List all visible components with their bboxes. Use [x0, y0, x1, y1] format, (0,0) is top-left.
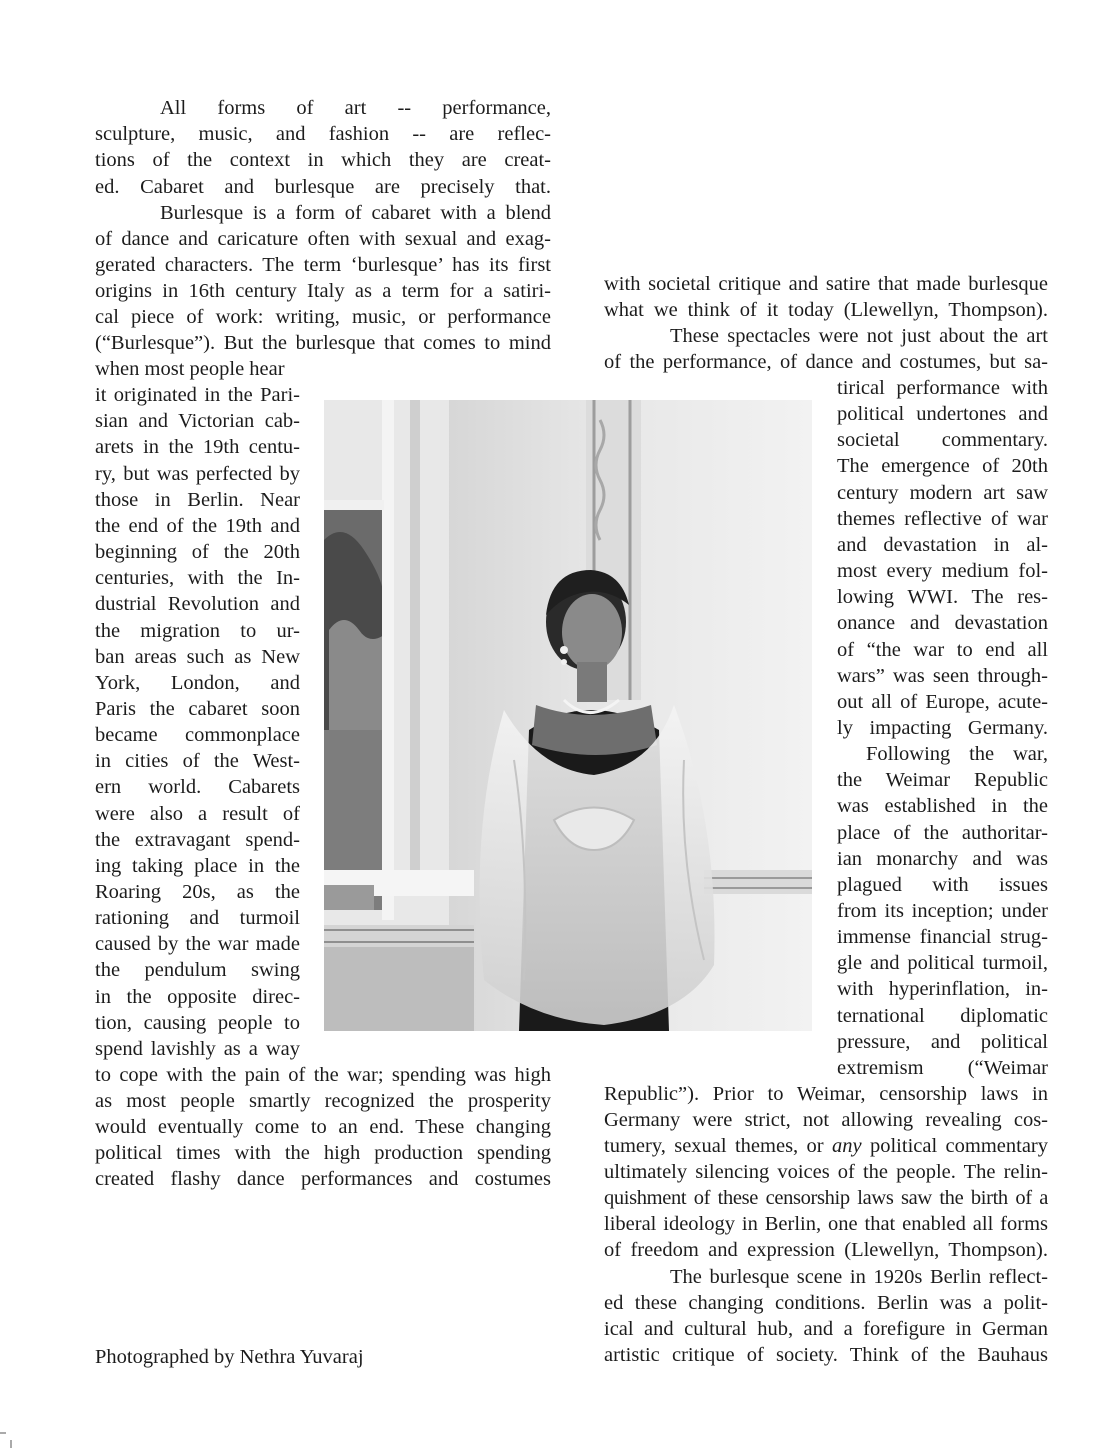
right-narrow-line: the Weimar Republic [837, 769, 1048, 792]
right-bottom-line-4: ultimately silencing voices of the people. The relin- [604, 1161, 1048, 1183]
left-narrow-line: Paris the cabaret soon [95, 697, 300, 720]
right-narrow-line: immense financial strug- [837, 926, 1048, 949]
left-line-5: Burlesque is a form of cabaret with a blend [160, 202, 551, 224]
right-line-2: what we think of it today (Llewellyn, Thompson). [604, 299, 1048, 321]
left-narrow-line: the end of the 19th and [95, 514, 300, 537]
right-bottom-line-1: Republic”). Prior to Weimar, censorship laws in [604, 1083, 1048, 1105]
right-narrow-line: from its inception; under [837, 900, 1048, 922]
left-narrow-line: in the opposite direc- [95, 985, 300, 1008]
left-narrow-line: those in Berlin. Near [95, 488, 300, 511]
right-narrow-line: out all of Europe, acute- [837, 690, 1048, 713]
left-narrow-line: York, London, and [95, 671, 300, 694]
left-narrow-line: beginning of the 20th [95, 541, 300, 564]
right-narrow-line: century modern art saw [837, 481, 1048, 504]
right-bottom-line-8: The burlesque scene in 1920s Berlin reflect- [670, 1266, 1048, 1288]
right-bottom-line-3b: political commentary [861, 1135, 1048, 1157]
left-line-7: gerated characters. The term ‘burlesque’ has its first [95, 254, 551, 276]
left-line-3: tions of the context in which they are creat- [95, 149, 551, 171]
left-line-9: cal piece of work: writing, music, or performance [95, 306, 551, 328]
left-narrow-line: rationing and turmoil [95, 907, 300, 930]
right-narrow-line: The emergence of 20th [837, 455, 1048, 478]
left-narrow-line: arets in the 19th centu- [95, 436, 300, 459]
left-line-8: origins in 16th century Italy as a term for a satiri- [95, 280, 551, 302]
right-narrow-line: ly impacting Germany. [837, 716, 1048, 739]
right-bottom-line-11: artistic critique of society. Think of the Bauhaus [604, 1344, 1048, 1366]
right-narrow-line: most every medium fol- [837, 560, 1048, 583]
left-narrow-line: dustrial Revolution and [95, 593, 300, 616]
right-narrow-line: societal commentary. [837, 429, 1048, 452]
right-narrow-line: pressure, and political [837, 1030, 1048, 1053]
right-narrow-line: Following the war, [866, 743, 1048, 766]
right-narrow-line: political undertones and [837, 403, 1048, 426]
right-bottom-line-6: liberal ideology in Berlin, one that enabled all forms [604, 1213, 1048, 1235]
right-line-3: These spectacles were not just about the art [670, 325, 1048, 347]
right-narrow-line: plagued with issues [837, 873, 1048, 896]
right-bottom-line-2: Germany were strict, not allowing revealing cos- [604, 1109, 1048, 1131]
left-narrow-line: the migration to ur- [95, 619, 300, 642]
right-bottom-line-3 [604, 1133, 1048, 1159]
left-narrow-line: the pendulum swing [95, 959, 300, 982]
portrait-photo [324, 400, 812, 1031]
left-line-1: All forms of art -- performance, [160, 97, 551, 119]
right-narrow-line: wars” was seen through- [837, 664, 1048, 687]
right-narrow-line: onance and devastation [837, 612, 1048, 635]
left-narrow-line: ry, but was perfected by [95, 462, 300, 485]
right-bottom-line-10: ical and cultural hub, and a forefigure in German [604, 1318, 1048, 1340]
left-narrow-line: sian and Victorian cab- [95, 410, 300, 433]
right-line-4: of the performance, of dance and costumes, but sa- [604, 351, 1048, 373]
left-narrow-line: caused by the war made [95, 933, 300, 956]
left-bottom-line-2: as most people smartly recognized the prosperity [95, 1090, 551, 1112]
left-narrow-line: tion, causing people to [95, 1011, 300, 1034]
right-bottom-line-5: quishment of these censorship laws saw the birth of a [604, 1187, 1048, 1209]
left-line-6: of dance and caricature often with sexual and exag- [95, 228, 551, 250]
right-line-1: with societal critique and satire that made burlesque [604, 273, 1048, 295]
left-bottom-line-4: political times with the high production spending [95, 1142, 551, 1164]
crop-mark-icon [0, 1432, 14, 1448]
left-narrow-line: Roaring 20s, as the [95, 881, 300, 903]
left-bottom-line-1: to cope with the pain of the war; spending was high [95, 1064, 551, 1086]
left-narrow-line: it originated in the Pari- [95, 384, 300, 407]
left-line-4: ed. Cabaret and burlesque are precisely that. [95, 176, 551, 198]
right-narrow-line: and devastation in al- [837, 533, 1048, 556]
right-narrow-line: place of the authoritar- [837, 821, 1048, 844]
right-narrow-line: themes reflective of war [837, 507, 1048, 530]
right-narrow-line: ternational diplomatic [837, 1004, 1048, 1027]
right-bottom-line-3a: tumery, sexual themes, or [604, 1135, 832, 1157]
left-bottom-line-5: created flashy dance performances and costumes [95, 1168, 551, 1190]
right-narrow-line: with hyperinflation, in- [837, 978, 1048, 1001]
right-narrow-line: of “the war to end all [837, 638, 1048, 661]
right-narrow-line: gle and political turmoil, [837, 952, 1048, 975]
left-bottom-line-3: would eventually come to an end. These changing [95, 1116, 551, 1138]
left-narrow-line: when most people hear [95, 358, 285, 380]
right-narrow-line: tirical performance with [837, 377, 1048, 399]
photo-credit: Photographed by Nethra Yuvaraj [95, 1346, 364, 1368]
left-narrow-line: ern world. Cabarets [95, 776, 300, 799]
right-narrow-line: extremism (“Weimar [837, 1056, 1048, 1079]
left-line-10: (“Burlesque”). But the burlesque that comes to mind [95, 332, 551, 354]
right-narrow-line: ian monarchy and was [837, 847, 1048, 870]
left-line-2: sculpture, music, and fashion -- are reflec- [95, 123, 551, 145]
left-narrow-line: ban areas such as New [95, 645, 300, 668]
left-narrow-line: in cities of the West- [95, 750, 300, 773]
left-narrow-line: the extravagant spend- [95, 828, 300, 851]
left-narrow-line: were also a result of [95, 802, 300, 825]
left-narrow-line: spend lavishly as a way [95, 1037, 300, 1060]
right-bottom-line-9: ed these changing conditions. Berlin was a polit- [604, 1292, 1048, 1314]
right-narrow-line: lowing WWI. The res- [837, 586, 1048, 609]
right-narrow-line: was established in the [837, 795, 1048, 818]
emphasis-any: any [832, 1135, 862, 1157]
left-narrow-line: centuries, with the In- [95, 567, 300, 590]
photo-woman-by-window-icon [324, 400, 812, 1031]
left-narrow-line: ing taking place in the [95, 854, 300, 877]
right-bottom-line-7: of freedom and expression (Llewellyn, Thompson). [604, 1239, 1048, 1261]
left-narrow-line: became commonplace [95, 724, 300, 747]
